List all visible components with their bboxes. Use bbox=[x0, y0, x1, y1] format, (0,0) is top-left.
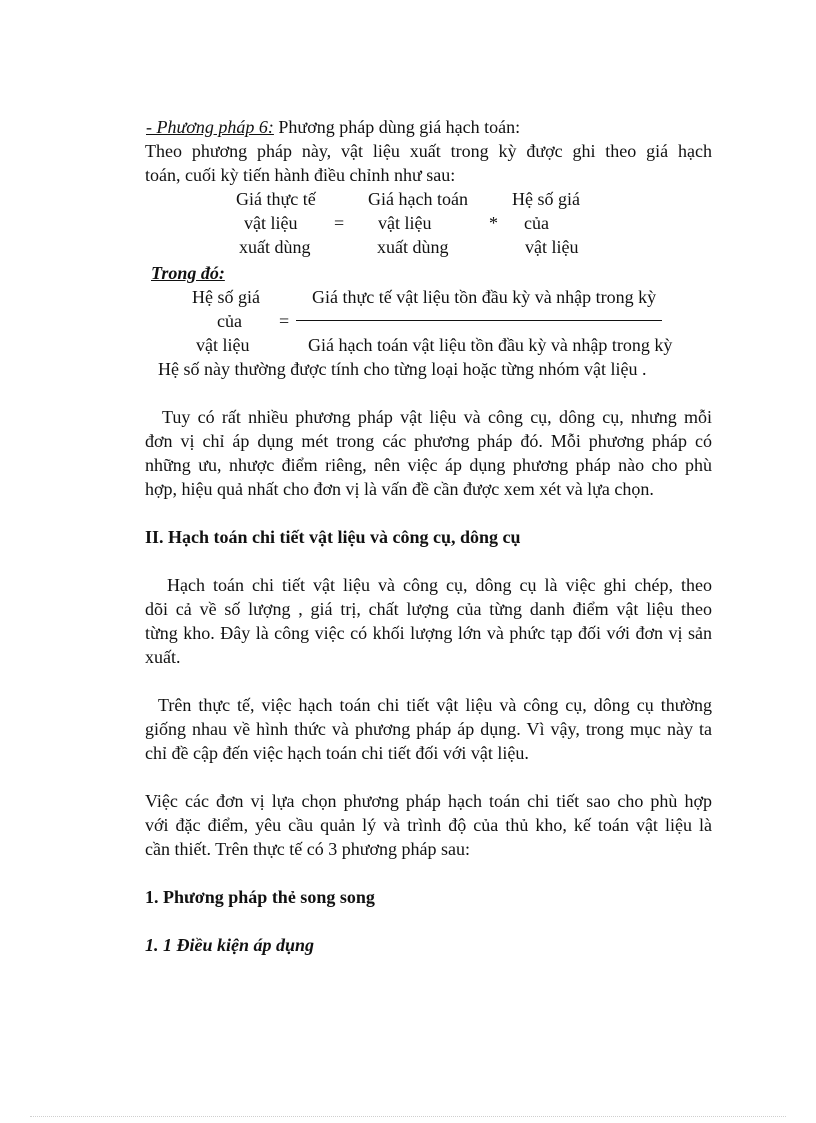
where-lhs-row2: của bbox=[217, 311, 242, 331]
section2-p2-line2: giống nhau về hình thức và phương pháp áp dụng. Vì vậy, trong mục này ta bbox=[145, 719, 712, 739]
formula1-col3-row2: của bbox=[524, 213, 549, 233]
formula1-col2-row2: vật liệu bbox=[378, 213, 432, 233]
method6-heading bbox=[146, 116, 520, 138]
formula1-col1-row3: xuất dùng bbox=[239, 237, 311, 257]
where-label: Trong đó: bbox=[151, 263, 225, 283]
where-denominator: Giá hạch toán vật liệu tồn đầu kỳ và nhập trong kỳ bbox=[308, 335, 673, 355]
page-bottom-divider bbox=[30, 1116, 786, 1117]
section2-heading: II. Hạch toán chi tiết vật liệu và công cụ, dông cụ bbox=[145, 527, 521, 547]
section2-p1-line3: từng kho. Đây là công việc có khối lượng lớn và phức tạp đối với đơn vị sản bbox=[145, 623, 712, 643]
where-numerator: Giá thực tế vật liệu tồn đầu kỳ và nhập trong kỳ bbox=[312, 287, 657, 307]
section2-p1-line1: Hạch toán chi tiết vật liệu và công cụ, dông cụ là việc ghi chép, theo bbox=[167, 575, 712, 595]
methods-para-line3: những ưu, nhược điểm riêng, nên việc áp dụng phương pháp nào cho phù bbox=[145, 455, 712, 475]
method6-title: Phương pháp dùng giá hạch toán: bbox=[273, 117, 521, 137]
subsection1-heading: 1. Phương pháp thẻ song song bbox=[145, 887, 375, 907]
method6-para-line1: Theo phương pháp này, vật liệu xuất trong kỳ được ghi theo giá hạch bbox=[145, 141, 712, 161]
method6-label: - Phương pháp 6: bbox=[146, 117, 274, 137]
where-note: Hệ số này thường được tính cho từng loại hoặc từng nhóm vật liệu . bbox=[158, 359, 647, 379]
where-lhs-row1: Hệ số giá bbox=[192, 287, 260, 307]
formula1-col1-row1: Giá thực tế bbox=[236, 189, 316, 209]
formula1-col3-row3: vật liệu bbox=[525, 237, 579, 257]
formula1-col3-row1: Hệ số giá bbox=[512, 189, 580, 209]
methods-para-line4: hợp, hiệu quả nhất cho đơn vị là vấn đề cần được xem xét và lựa chọn. bbox=[145, 479, 654, 499]
formula1-col2-row1: Giá hạch toán bbox=[368, 189, 468, 209]
formula1-equals: = bbox=[334, 213, 345, 233]
formula1-col2-row3: xuất dùng bbox=[377, 237, 449, 257]
section2-p2-line1: Trên thực tế, việc hạch toán chi tiết vật liệu và công cụ, dông cụ thường bbox=[158, 695, 712, 715]
formula1-col1-row2: vật liệu bbox=[244, 213, 298, 233]
subsection1-subheading: 1. 1 Điều kiện áp dụng bbox=[145, 935, 315, 955]
section2-p1-line4: xuất. bbox=[145, 647, 181, 667]
section2-p1-line2: dõi cả về số lượng , giá trị, chất lượng của từng danh điểm vật liệu theo bbox=[145, 599, 712, 619]
section2-p3-line1: Việc các đơn vị lựa chọn phương pháp hạch toán chi tiết sao cho phù hợp bbox=[145, 791, 712, 811]
fraction-bar bbox=[296, 320, 662, 321]
formula1-multiply: * bbox=[489, 213, 498, 233]
where-equals: = bbox=[279, 311, 290, 331]
section2-p2-line3: chỉ đề cập đến việc hạch toán chi tiết đối với vật liệu. bbox=[145, 743, 529, 763]
where-lhs-row3: vật liệu bbox=[196, 335, 250, 355]
methods-para-line1: Tuy có rất nhiều phương pháp vật liệu và công cụ, dông cụ, nhưng mỗi bbox=[162, 407, 712, 427]
method6-para-line2: toán, cuối kỳ tiến hành điều chỉnh như sau: bbox=[145, 165, 456, 185]
section2-p3-line3: cần thiết. Trên thực tế có 3 phương pháp sau: bbox=[145, 839, 470, 859]
section2-p3-line2: với đặc điểm, yêu cầu quản lý và trình độ của thủ kho, kế toán vật liệu là bbox=[145, 815, 712, 835]
methods-para-line2: đơn vị chỉ áp dụng mét trong các phương pháp đó. Mỗi phương pháp có bbox=[145, 431, 712, 451]
